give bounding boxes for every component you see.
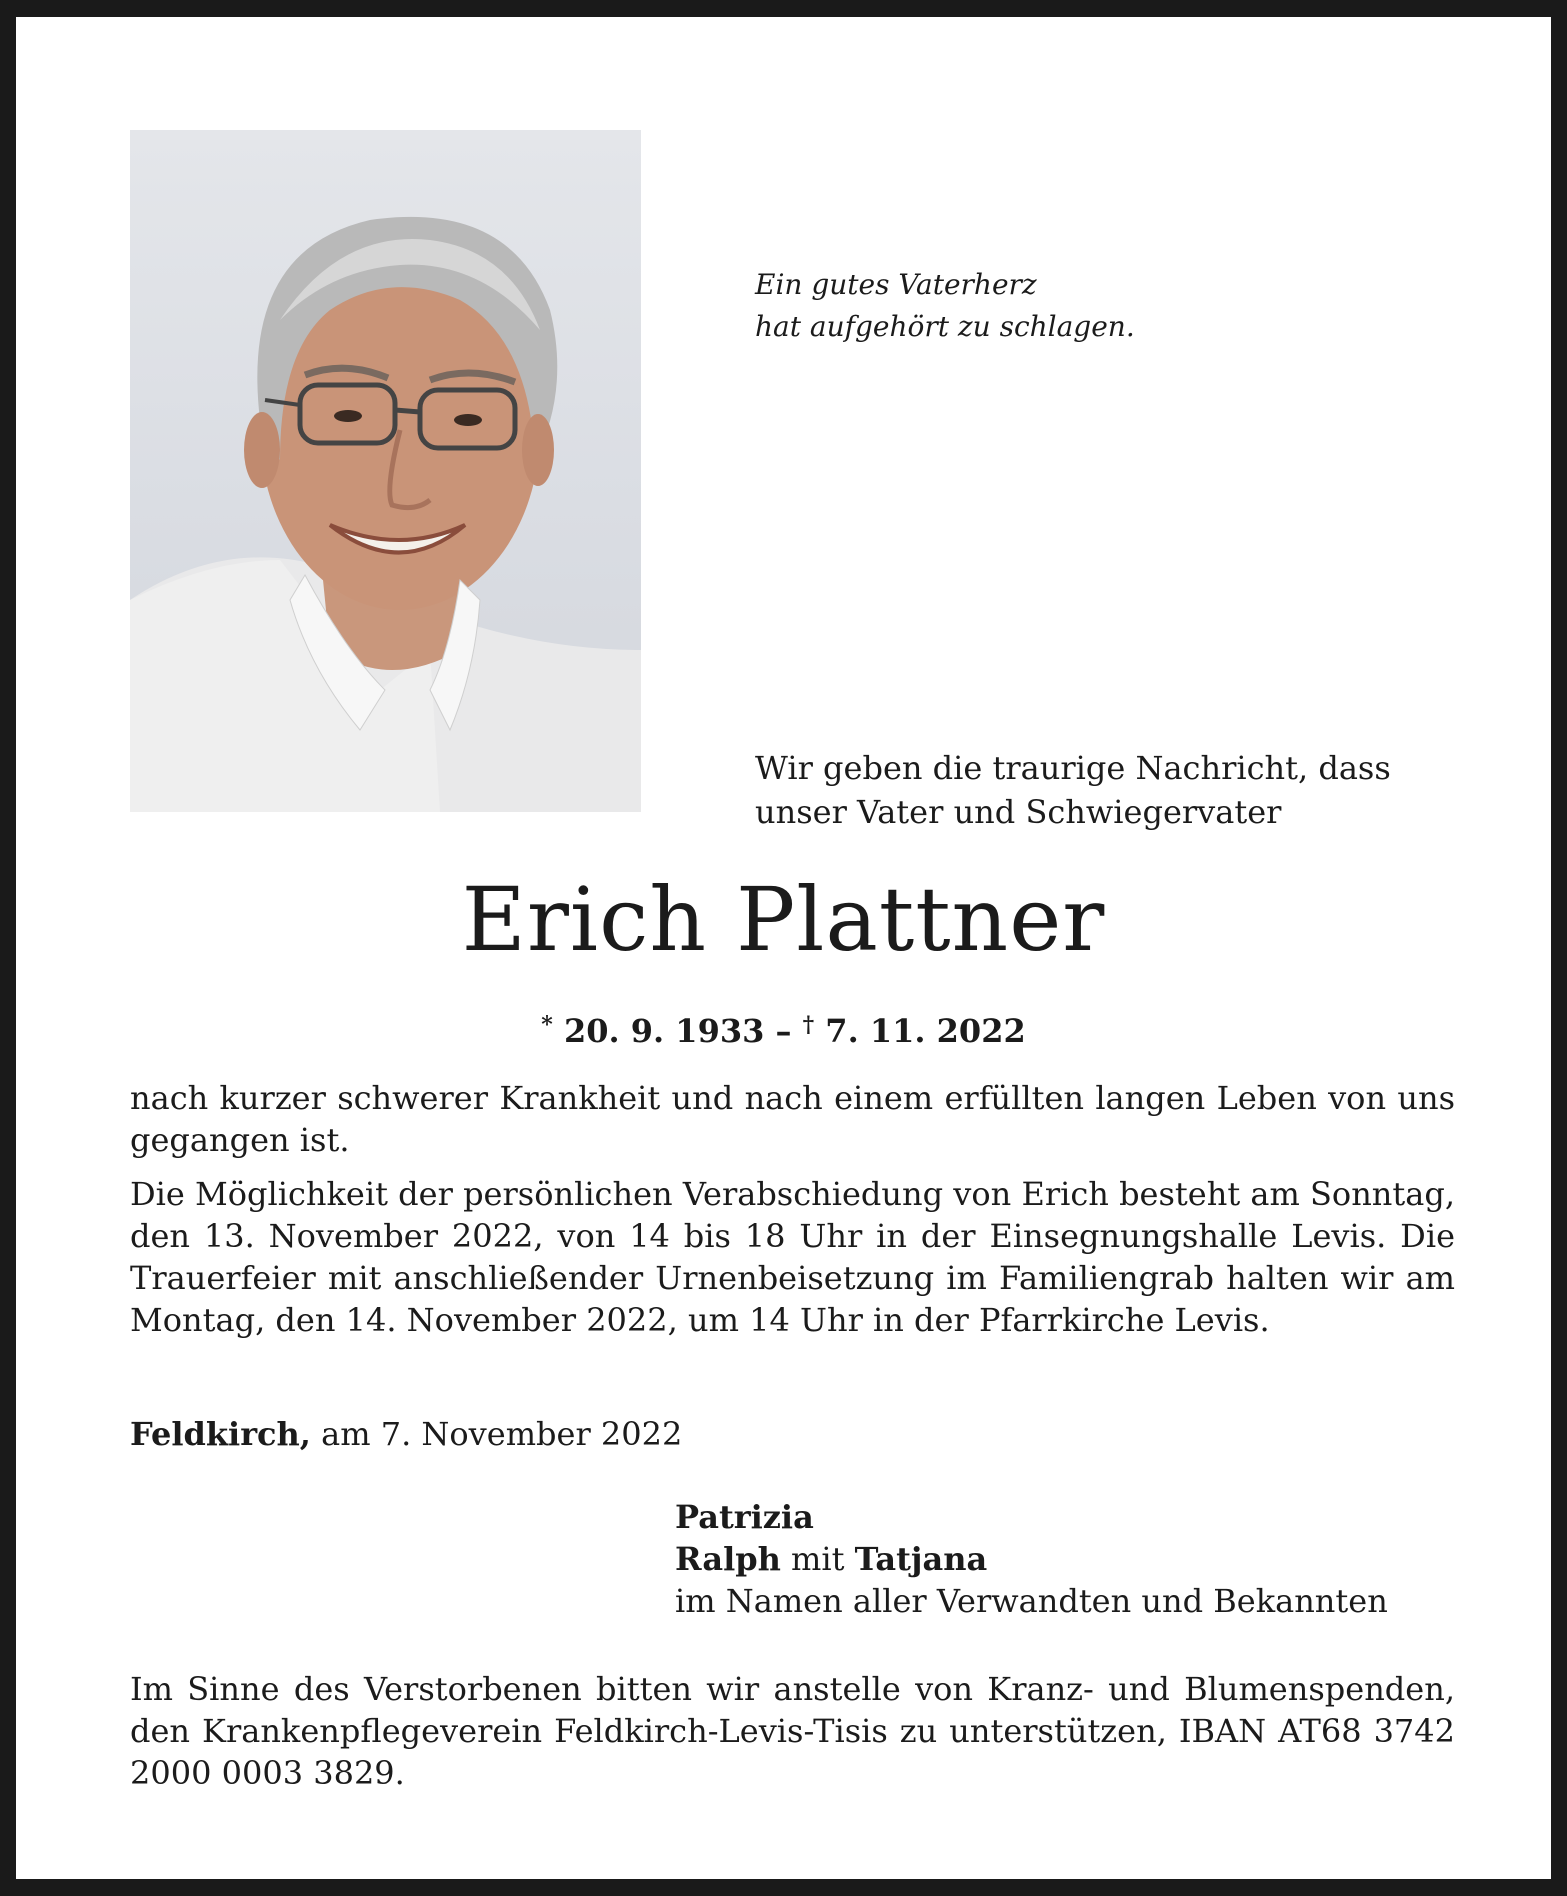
announcement-intro bbox=[755, 746, 1391, 834]
intro-line-1: Wir geben die traurige Nachricht, dass bbox=[755, 749, 1391, 787]
death-date: 7. 11. 2022 bbox=[825, 1012, 1026, 1050]
notice-date: am 7. November 2022 bbox=[321, 1415, 683, 1453]
intro-line-2: unser Vater und Schwiegervater bbox=[755, 793, 1282, 831]
life-dates bbox=[16, 1012, 1551, 1050]
signer-tatjana: Tatjana bbox=[854, 1540, 988, 1578]
place-name: Feldkirch, bbox=[130, 1415, 311, 1453]
portrait-photo bbox=[130, 130, 641, 812]
death-symbol: † bbox=[802, 1012, 815, 1038]
verse-line-2: hat aufgehört zu schlagen. bbox=[755, 310, 1135, 343]
birth-symbol: * bbox=[541, 1012, 553, 1038]
obituary-body bbox=[130, 1077, 1455, 1353]
body-paragraph-1: nach kurzer schwerer Krankheit und nach einem erfüllten langen Leben von uns gegangen ist. bbox=[130, 1079, 1455, 1159]
date-separator: – bbox=[775, 1012, 792, 1050]
obituary-card bbox=[16, 17, 1551, 1879]
memorial-verse bbox=[755, 264, 1135, 348]
mourners-signature bbox=[675, 1496, 1388, 1622]
signer-ralph: Ralph bbox=[675, 1540, 781, 1578]
donation-request: Im Sinne des Verstorbenen bitten wir anstelle von Kranz- und Blumenspenden, den Krankenpflegeverein Feldkirch-Levis-Tisis zu unterstützen, IBAN AT68 3742 2000 0003 3829. bbox=[130, 1670, 1455, 1792]
portrait-illustration bbox=[130, 130, 641, 812]
signer-connector: mit bbox=[791, 1540, 845, 1578]
deceased-name: Erich Plattner bbox=[461, 868, 1106, 971]
place-and-date bbox=[130, 1415, 682, 1453]
birth-date: 20. 9. 1933 bbox=[563, 1012, 765, 1050]
signer-patrizia: Patrizia bbox=[675, 1498, 814, 1536]
verse-line-1: Ein gutes Vaterherz bbox=[755, 268, 1037, 301]
body-paragraph-2: Die Möglichkeit der persönlichen Verabschiedung von Erich besteht am Sonntag, den 13. November 2022, von 14 bis 18 Uhr in der Einsegnungshalle Levis. Die Trauerfeier mit anschließender Urnenbeisetzung im Familiengrab halten wir am Montag, den 14. November 2022, um 14 Uhr in der Pfarrkirche Levis. bbox=[130, 1175, 1455, 1339]
signers-closing: im Namen aller Verwandten und Bekannten bbox=[675, 1582, 1388, 1620]
